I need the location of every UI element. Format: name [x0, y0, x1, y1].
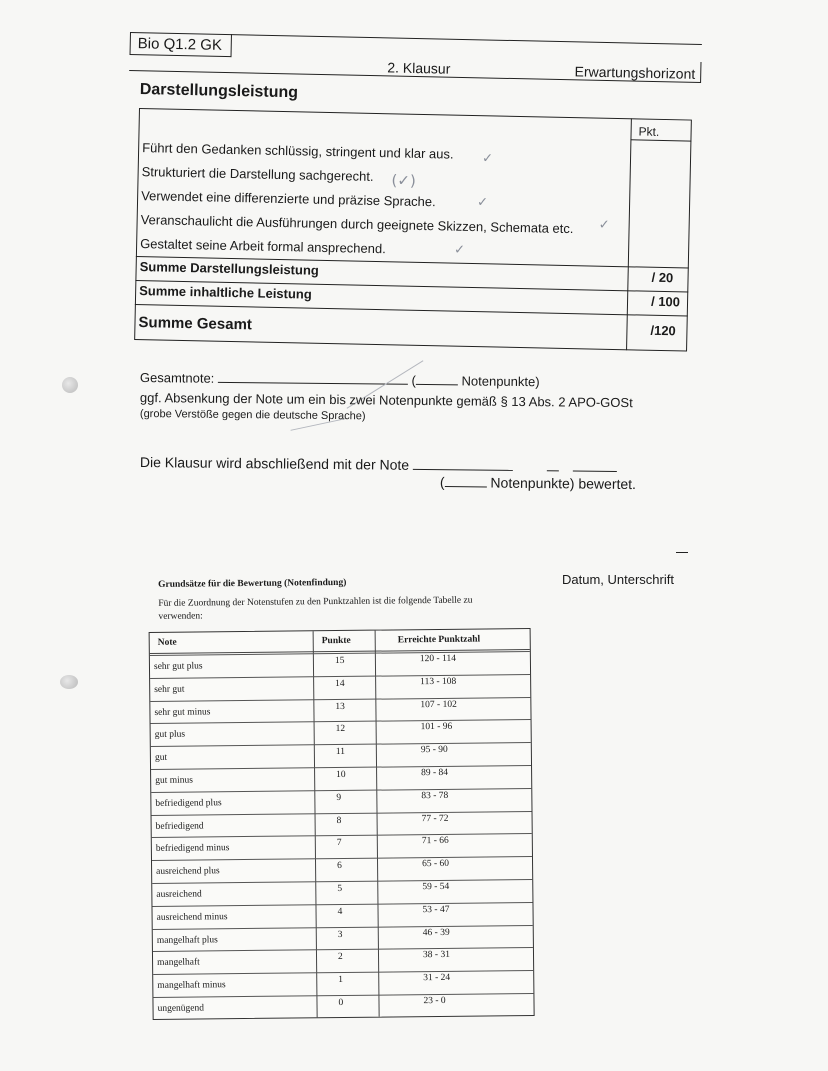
grade-score-range: 89 - 84 [421, 767, 449, 779]
grade-label: ausreichend minus [156, 911, 228, 923]
darstellung-table [134, 108, 692, 352]
grade-score-range: 53 - 47 [422, 904, 450, 915]
grade-points: 6 [337, 861, 342, 872]
grade-points: 4 [337, 906, 343, 917]
grade-points: 7 [336, 838, 342, 849]
sum-gesamt-label: Summe Gesamt [138, 314, 253, 334]
section-title: Darstellungsleistung [139, 81, 299, 102]
grade-label: ausreichend plus [156, 866, 220, 878]
grade-label: befriedigend [155, 821, 204, 832]
grade-label: befriedigend plus [155, 798, 222, 809]
sum-gesamt-max: /120 [650, 322, 676, 339]
gesamtnote-label: Gesamtnote: [139, 370, 215, 386]
punch-hole-top [62, 377, 78, 393]
grade-score-range: 107 - 102 [420, 699, 457, 710]
final-points-blank [445, 486, 487, 487]
final-grade-blank [573, 471, 617, 472]
grade-score-range: 77 - 72 [421, 813, 449, 824]
grading-scale [148, 570, 538, 1014]
grade-score-range: 46 - 39 [422, 927, 450, 938]
punch-hole-bottom [60, 675, 78, 689]
grade-label: mangelhaft plus [156, 934, 218, 946]
grade-label: mangelhaft minus [157, 980, 226, 992]
grade-score-range: 113 - 108 [420, 676, 457, 687]
grade-score-range: 38 - 31 [422, 950, 450, 961]
grade-points: 10 [336, 769, 346, 781]
grade-label: befriedigend minus [155, 843, 230, 855]
grade-score-range: 23 - 0 [423, 995, 446, 1007]
header-box [129, 32, 702, 84]
grade-label: gut plus [154, 730, 186, 741]
grade-points: 8 [336, 815, 342, 826]
gesamtnote-blank [218, 382, 408, 385]
check-mark-icon: ✓ [476, 195, 489, 211]
header-note: Note [157, 637, 177, 648]
final-points-line: ( Notenpunkte) bewertet. [439, 474, 637, 493]
grade-label: ungenügend [157, 1003, 205, 1014]
grade-label: gut [154, 752, 168, 764]
criterion-5: Gestaltet seine Arbeit formal ansprechend. [140, 236, 386, 257]
grade-points: 15 [334, 655, 345, 667]
sum-inhalt-max: / 100 [650, 293, 681, 310]
final-line-label: Die Klausur wird abschließend mit der Note [139, 454, 410, 473]
sum-inhalt-label: Summe inhaltliche Leistung [139, 283, 312, 302]
grade-points: 9 [336, 792, 342, 803]
signature-line [676, 552, 688, 553]
grade-score-range: 59 - 54 [422, 881, 450, 893]
grade-label: mangelhaft [157, 957, 200, 969]
header-punkte: Punkte [321, 635, 351, 647]
header-punktzahl: Erreichte Punktzahl [397, 634, 481, 646]
grade-points: 1 [338, 975, 344, 986]
sum-darstellung-label: Summe Darstellungsleistung [139, 259, 319, 278]
notenpunkte-blank [416, 384, 458, 385]
grade-label: sehr gut minus [154, 706, 211, 718]
absenkung-note: (grobe Verstöße gegen die deutsche Sprache) [139, 408, 366, 423]
header-right-edge [700, 62, 701, 82]
table-row [153, 993, 533, 1020]
grade-points: 2 [337, 952, 343, 963]
absenkung-line: ggf. Absenkung der Note um ein bis zwei Notenpunkte gemäß § 13 Abs. 2 APO-GOSt [139, 390, 633, 411]
final-grade-blank [413, 469, 513, 471]
final-grade-blank [547, 470, 559, 471]
grading-table [149, 628, 535, 1020]
grade-score-range: 120 - 114 [419, 653, 457, 665]
scale-intro: Für die Zuordnung der Notenstufen zu den Punktzahlen ist die folgende Tabelle zu verwenden: [158, 595, 473, 622]
criterion-2: Strukturiert die Darstellung sachgerecht. [141, 164, 374, 184]
points-header: Pkt. [638, 124, 660, 139]
grade-score-range: 65 - 60 [422, 859, 450, 870]
course-label: Bio Q1.2 GK [137, 35, 223, 54]
datum-unterschrift: Datum, Unterschrift [562, 572, 674, 587]
grade-label: gut minus [155, 775, 193, 786]
notenpunkte-label: Notenpunkte) [461, 373, 540, 390]
check-mark-icon: ✓ [598, 217, 610, 233]
grade-score-range: 101 - 96 [420, 722, 453, 733]
grade-points: 13 [335, 701, 345, 712]
grade-points: 5 [337, 883, 343, 895]
gesamtnote-line: Gesamtnote: ( Notenpunkte) [139, 370, 540, 390]
exam-label: 2. Klausur [387, 59, 451, 77]
grade-points: 3 [337, 929, 343, 940]
grade-label: ausreichend [156, 889, 202, 900]
check-mark-icon: ✓ [481, 151, 494, 167]
grade-score-range: 31 - 24 [423, 973, 451, 984]
grade-points: 11 [335, 747, 346, 758]
grade-label: sehr gut plus [153, 661, 203, 672]
grade-score-range: 95 - 90 [420, 745, 448, 756]
check-mark-icon: ✓ [453, 242, 466, 258]
grade-score-range: 83 - 78 [421, 790, 449, 801]
final-line [140, 454, 617, 475]
criterion-4: Veranschaulicht die Ausführungen durch geeignete Skizzen, Schemata etc. [140, 212, 574, 237]
sum-darstellung-max: / 20 [651, 269, 674, 286]
grade-points: 14 [335, 678, 345, 689]
criterion-1: Führt den Gedanken schlüssig, stringent und klar aus. [142, 140, 454, 162]
criterion-3: Verwendet eine differenzierte und präzise Sprache. [141, 188, 436, 210]
grade-points: 12 [335, 724, 346, 735]
doc-type-label: Erwartungshorizont [574, 63, 696, 82]
grade-label: sehr gut [154, 684, 185, 695]
check-mark-icon: (✓) [391, 171, 417, 190]
grade-score-range: 71 - 66 [421, 836, 449, 847]
final-points-label: Notenpunkte) bewertet. [490, 474, 637, 493]
scale-title: Grundsätze für die Bewertung (Notenfindung) [158, 577, 347, 590]
grade-points: 0 [338, 997, 344, 1009]
